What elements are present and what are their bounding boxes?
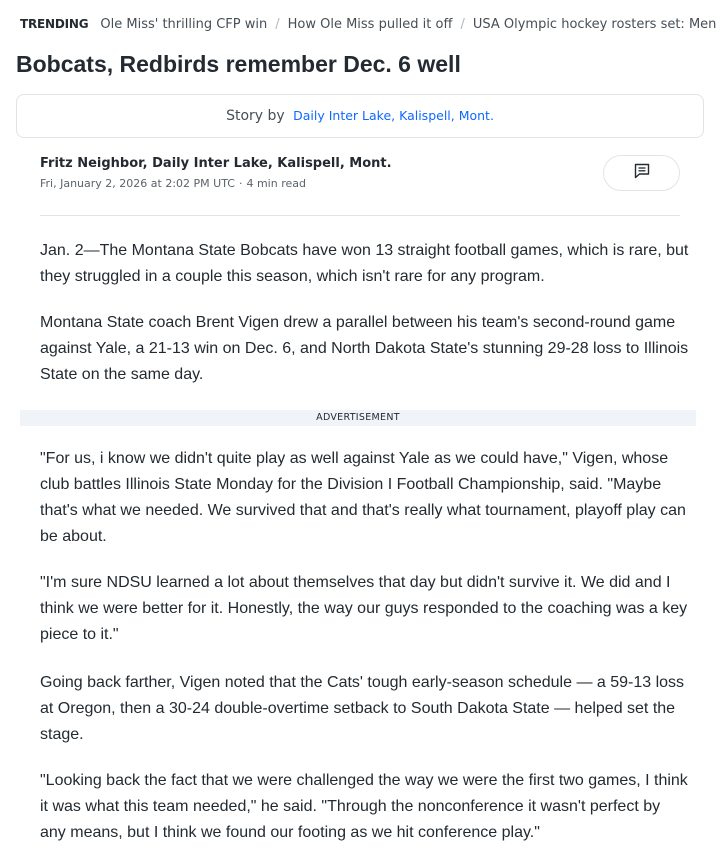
story-source-link[interactable]: Daily Inter Lake, Kalispell, Mont. xyxy=(293,108,494,123)
publish-date: Fri, January 2, 2026 at 2:02 PM UTC xyxy=(40,177,235,190)
trending-separator: / xyxy=(460,17,465,32)
author-name: Fritz Neighbor, Daily Inter Lake, Kalispell, Mont. xyxy=(40,156,392,171)
article-paragraph: Montana State coach Brent Vigen drew a parallel between his team's second-round game against Yale, a 21-13 win on Dec. 6, and North Dakota State's stunning 29-28 loss to Illinois State on the same day. xyxy=(40,314,689,383)
trending-link[interactable]: USA Olympic hockey rosters set: Men xyxy=(472,17,717,32)
article-paragraph: Going back farther, Vigen noted that the Cats' tough early-season schedule — a 59-13 loss at Oregon, then a 30-24 double-overtime setback to South Dakota State — helped set the stage. xyxy=(40,674,685,743)
trending-bar xyxy=(20,14,720,34)
article-paragraph: Jan. 2—The Montana State Bobcats have won 13 straight football games, which is rare, but they struggled in a couple this season, which isn't rare for any program. xyxy=(40,242,689,285)
comments-button[interactable] xyxy=(603,155,680,191)
story-by-box xyxy=(16,94,704,138)
article-meta xyxy=(40,176,306,192)
meta-separator: · xyxy=(238,177,243,190)
article-paragraph: "Looking back the fact that we were challenged the way we were the first two games, I think it was what this team needed," he said. "Through the nonconference it wasn't perfect by any means, but I think we found our footing as we hit conference play." xyxy=(40,772,688,841)
trending-link[interactable]: How Ole Miss pulled it off xyxy=(287,17,453,32)
article-paragraph: "For us, i know we didn't quite play as well against Yale as we could have," Vigen, whose club battles Illinois State Monday for the Division I Football Championship, said. "Maybe that's what we needed. We survived that and that's really what tournament, playoff play can be about. xyxy=(40,450,686,545)
advertisement-label: ADVERTISEMENT xyxy=(20,410,696,426)
read-time: 4 min read xyxy=(246,177,306,190)
header-divider xyxy=(40,215,680,216)
trending-separator: / xyxy=(275,17,280,32)
article-paragraph: "I'm sure NDSU learned a lot about themselves that day but didn't survive it. We did and I think we were better for it. Honestly, the way our guys responded to the coaching was a key piece to it." xyxy=(40,574,688,643)
story-by-label: Story by xyxy=(226,108,285,124)
trending-label: TRENDING xyxy=(20,17,89,31)
comment-icon xyxy=(633,162,651,184)
article-headline: Bobcats, Redbirds remember Dec. 6 well xyxy=(16,51,461,77)
trending-link[interactable]: Ole Miss' thrilling CFP win xyxy=(100,17,268,32)
